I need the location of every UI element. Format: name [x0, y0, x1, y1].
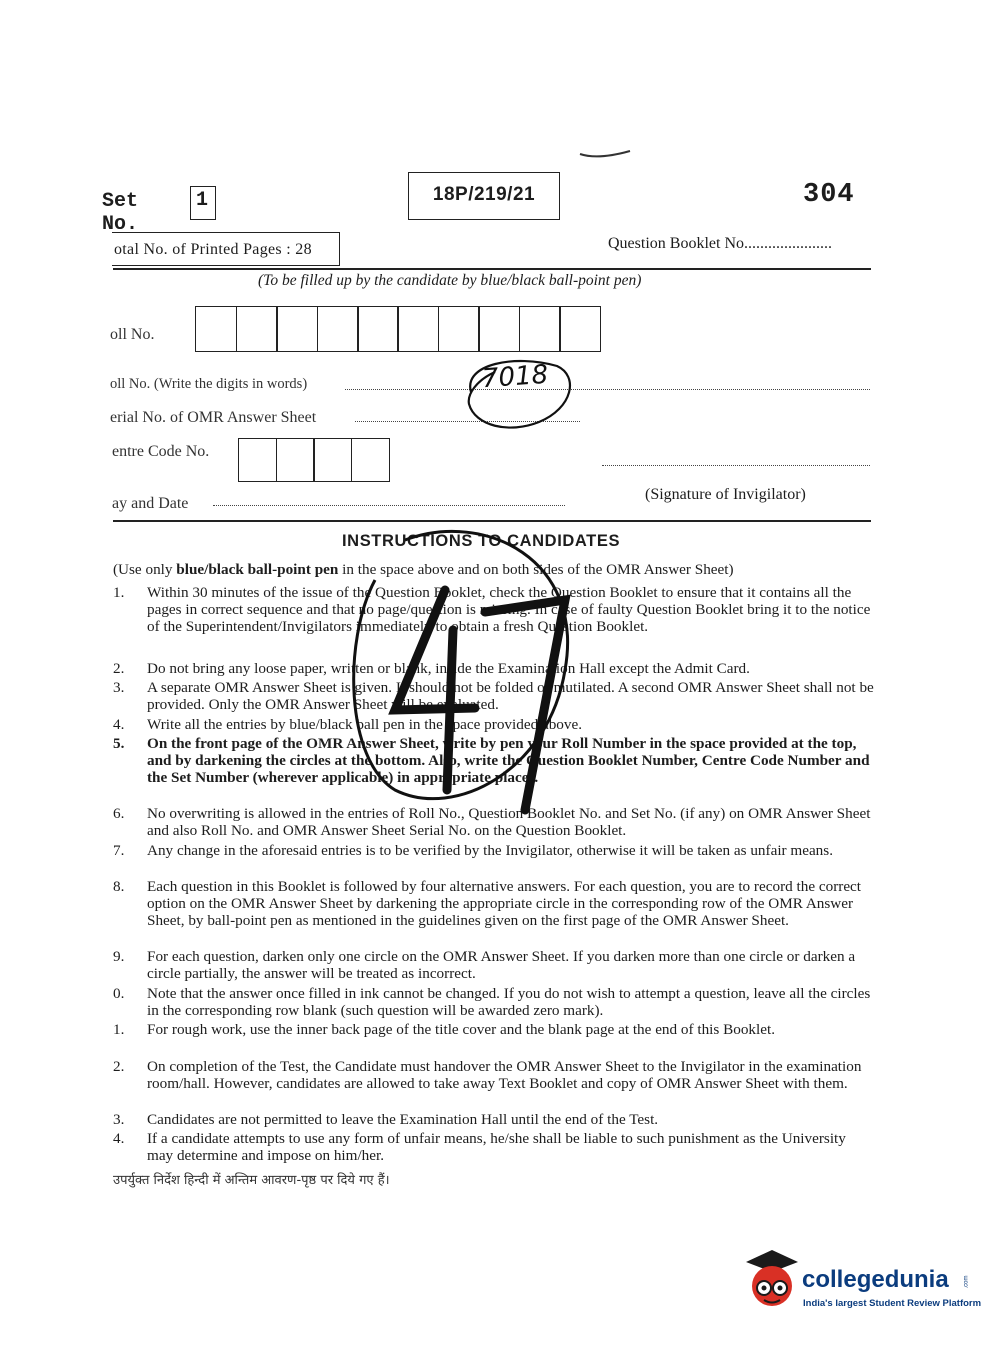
item-text: On the front page of the OMR Answer Sheet, write by pen your Roll Number in the space provided at the top, and by darkening the circles at the bottom. Also, write the Question Booklet Number, Centre Code Number and the Set Number (wherever applicable) in appropriate places.: [147, 735, 870, 787]
set-number-value: 1: [196, 189, 209, 212]
pen-mark: [578, 148, 634, 162]
item-text: A separate OMR Answer Sheet is given. It should not be folded or mutilated. A second OMR Answer Sheet shall not be provided. Only the OMR Answer Sheet will be evaluated.: [147, 679, 874, 714]
roll-cell[interactable]: [236, 306, 278, 352]
brand-name: collegedunia: [802, 1266, 949, 1293]
item-number: 7.: [113, 842, 125, 859]
item-number: 0.: [113, 985, 125, 1002]
signature-line[interactable]: [602, 465, 870, 466]
centre-code-label: entre Code No.: [112, 443, 210, 460]
instruction-item: [113, 1058, 875, 1092]
handwritten-47-overlay: [335, 520, 595, 840]
hindi-note: उपर्युक्त निर्देश हिन्दी में अन्तिम आवरण-पृष्ठ पर दिये गए हैं।: [113, 1173, 390, 1188]
item-number: 1.: [113, 584, 125, 601]
item-number: 5.: [113, 735, 125, 752]
item-number: 3.: [113, 1111, 125, 1128]
top-rule: [113, 268, 871, 270]
instruction-item: [113, 948, 875, 982]
item-text: Candidates are not permitted to leave the Examination Hall until the end of the Test.: [147, 1111, 659, 1128]
omr-serial-label: erial No. of OMR Answer Sheet: [110, 409, 317, 426]
invigilator-signature: (Signature of Invigilator): [645, 486, 806, 503]
roll-cell[interactable]: [357, 306, 399, 352]
item-number: 4.: [113, 716, 125, 733]
day-date-line[interactable]: [213, 505, 565, 506]
item-number: 4.: [113, 1130, 125, 1147]
item-text: Note that the answer once filled in ink cannot be changed. If you do not wish to attempt a question, leave all the circles in the corresponding row blank (such question will be awarded zero mark).: [147, 985, 871, 1020]
item-text: Within 30 minutes of the issue of the Question Booklet, check the Question Booklet to ensure that it contains all the pages in correct sequence and that no page/question is missing. In case of faulty Question Booklet bring it to the notice of the Superintendent/Invigilators immediately to obtain a fresh Question Booklet.: [147, 584, 871, 636]
item-number: 9.: [113, 948, 125, 965]
roll-words-line[interactable]: [345, 389, 870, 390]
roll-cell[interactable]: [195, 306, 237, 352]
total-pages-box: [112, 232, 340, 266]
brand-com: .com: [963, 1275, 970, 1289]
roll-cell[interactable]: [519, 306, 561, 352]
item-text: On completion of the Test, the Candidate must handover the OMR Answer Sheet to the Invigilator in the examination room/hall. However, candidates are allowed to take away Text Booklet and copy of OMR Answer Sheet with them.: [147, 1058, 862, 1093]
centre-cell[interactable]: [238, 438, 277, 482]
brand-tagline: India's largest Student Review Platform: [803, 1298, 982, 1309]
item-text: No overwriting is allowed in the entries of Roll No., Question Booklet No. and Set No. (if any) on OMR Answer Sheet and also Roll No. and OMR Answer Sheet Serial No. on the Question Booklet.: [147, 805, 871, 840]
instruction-item: [113, 1021, 875, 1038]
item-text: If a candidate attempts to use any form of unfair means, he/she shall be liable to such punishment as the University may determine and impose on him/her.: [147, 1130, 846, 1165]
item-number: 2.: [113, 660, 125, 677]
item-text: Do not bring any loose paper, written or blank, inside the Examination Hall except the Admit Card.: [147, 660, 750, 677]
intro-text: (Use only: [113, 561, 177, 578]
item-number: 6.: [113, 805, 125, 822]
roll-cell[interactable]: [559, 306, 601, 352]
item-number: 1.: [113, 1021, 125, 1038]
instruction-item: [113, 842, 875, 859]
day-date-label: ay and Date: [112, 495, 189, 512]
roll-cell[interactable]: [438, 306, 480, 352]
paper-code-box: [408, 172, 560, 220]
item-number: 8.: [113, 878, 125, 895]
roll-cell[interactable]: [478, 306, 520, 352]
set-number-box: [190, 186, 216, 220]
paper-code: 18P/219/21: [432, 184, 536, 205]
fill-note: (To be filled up by the candidate by blue/black ball-point pen): [258, 272, 642, 289]
item-number: 2.: [113, 1058, 125, 1075]
centre-cell[interactable]: [313, 438, 352, 482]
item-number: 3.: [113, 679, 125, 696]
roll-no-cells[interactable]: [197, 306, 601, 352]
roll-words-label: oll No. (Write the digits in words): [110, 376, 308, 392]
booklet-serial: 304: [803, 180, 855, 210]
instruction-item: [113, 985, 875, 1019]
intro-text-end: in the space above and on both sides of the OMR Answer Sheet): [338, 561, 734, 578]
centre-cell[interactable]: [351, 438, 390, 482]
centre-code-cells[interactable]: [240, 438, 390, 482]
instruction-item: [113, 878, 875, 930]
item-text: For each question, darken only one circle on the OMR Answer Sheet. If you darken more than one circle or darken a circle partially, the answer will be treated as incorrect.: [147, 948, 856, 983]
item-text: Each question in this Booklet is followed by four alternative answers. For each question, you are to record the correct option on the OMR Answer Sheet by darkening the appropriate circle in the corresponding row of the OMR Answer Sheet, by ball-point pen as mentioned in the guidelines given on the first page of the OMR Answer Sheet.: [147, 878, 862, 930]
roll-no-label: oll No.: [110, 326, 155, 343]
item-text: For rough work, use the inner back page of the title cover and the blank page at the end of this Booklet.: [147, 1021, 775, 1038]
roll-cell[interactable]: [397, 306, 439, 352]
question-booklet-no: Question Booklet No......................: [608, 235, 832, 252]
instructions-heading: INSTRUCTIONS TO CANDIDATES: [342, 532, 621, 550]
intro-bold: blue/black ball-point pen: [176, 561, 339, 578]
instruction-item: [113, 1130, 875, 1164]
item-text: Any change in the aforesaid entries is to be verified by the Invigilator, otherwise it will be taken as unfair means.: [147, 842, 833, 859]
roll-cell[interactable]: [276, 306, 318, 352]
roll-cell[interactable]: [317, 306, 359, 352]
item-text: Write all the entries by blue/black ball pen in the space provided above.: [147, 716, 583, 733]
set-number-label: Set No.: [102, 190, 139, 236]
instruction-item: [113, 1111, 875, 1128]
total-pages: otal No. of Printed Pages : 28: [114, 241, 312, 258]
centre-cell[interactable]: [276, 438, 315, 482]
handwritten-roll: 7018: [481, 359, 550, 395]
collegedunia-mascot-icon: [742, 1248, 802, 1312]
